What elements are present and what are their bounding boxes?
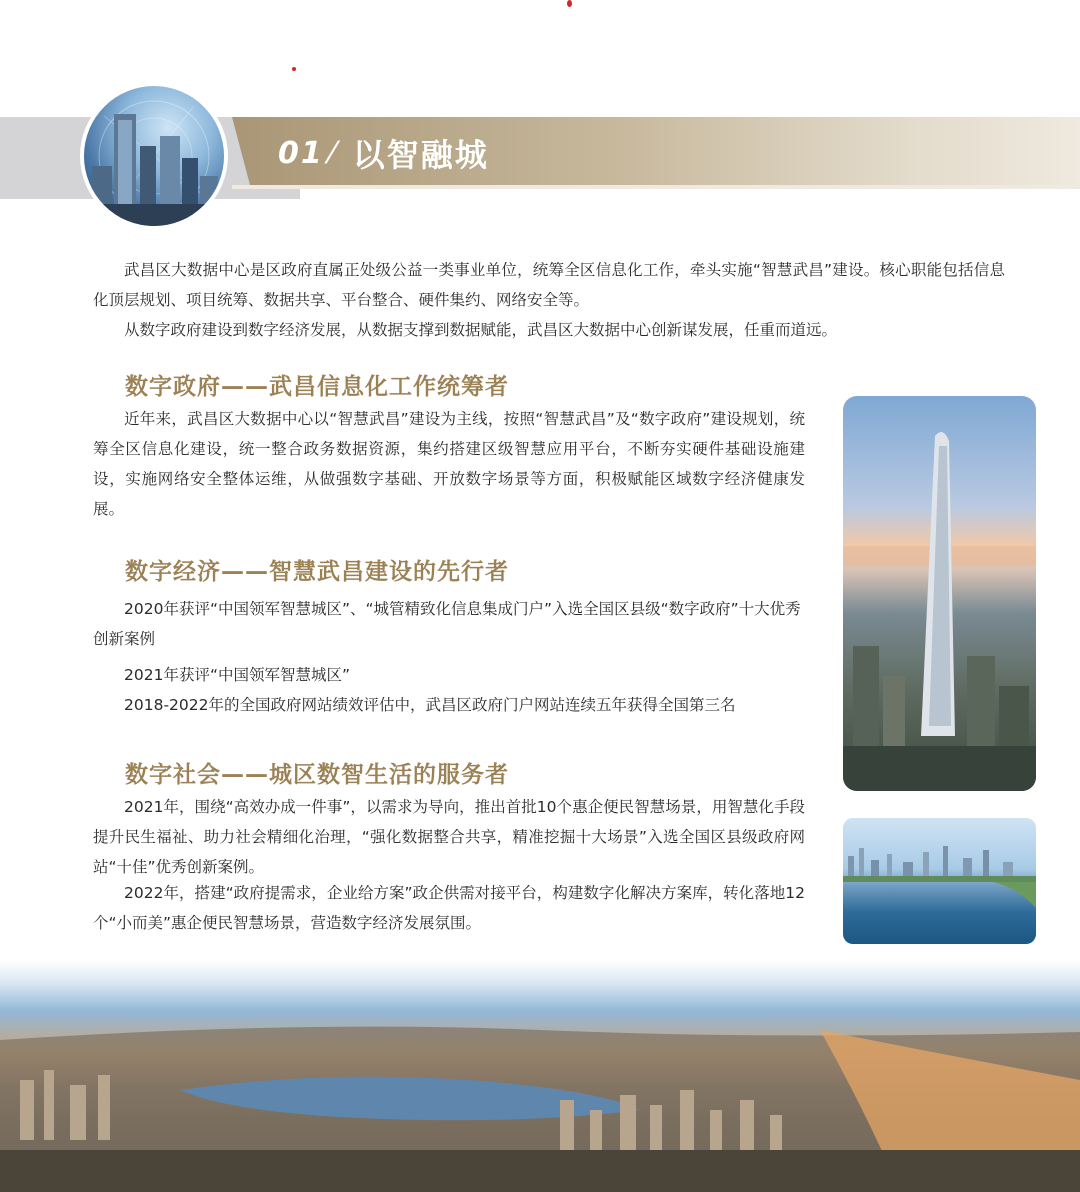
intro-paragraph: 从数字政府建设到数字经济发展，从数据支撑到数据赋能，武昌区大数据中心创新谋发展，任重而道远。 (124, 321, 838, 339)
banner-light-strip (232, 185, 1080, 189)
intro-paragraph: 武昌区大数据中心是区政府直属正处级公益一类事业单位，统筹全区信息化工作，牵头实施“智慧武昌”建设。核心职能包括信息化顶层规划、项目统筹、数据共享、平台整合、硬件集约、网络安全等。 (93, 261, 1005, 309)
decor-dot-small (292, 67, 296, 71)
achievement-item: 2021年获评“中国领军智慧城区” (124, 666, 351, 684)
heading-digital-society: 数字社会——城区数智生活的服务者 (125, 762, 509, 788)
title-slash: ⁄ (329, 135, 337, 171)
section-title (278, 128, 489, 178)
block-paragraph: 2021年，围绕“高效办成一件事”，以需求为导向，推出首批10个惠企便民智慧场景，用智慧化手段提升民生福祉、助力社会精细化治理，“强化数据整合共享，精准挖掘十大场景”入选全国区县级政府网站“十佳”优秀创新案例。 (93, 798, 805, 876)
block-paragraph: 2022年，搭建“政府提需求，企业给方案”政企供需对接平台，构建数字化解决方案库，转化落地12个“小而美”惠企便民智慧场景，营造数字经济发展氛围。 (93, 884, 805, 932)
city-panorama-photo (0, 960, 1080, 1192)
decor-dot-top (567, 0, 572, 7)
section-number: 01 (278, 135, 324, 171)
section-title-text: 以智融城 (352, 136, 489, 174)
achievement-item: 2018-2022年的全国政府网站绩效评估中，武昌区政府门户网站连续五年获得全国第三名 (124, 696, 736, 714)
achievement-item: 2020年获评“中国领军智慧城区”、“城管精致化信息集成门户”入选全国区县级“数字政府”十大优秀创新案例 (93, 600, 801, 648)
block-paragraph: 近年来，武昌区大数据中心以“智慧武昌”建设为主线，按照“智慧武昌”及“数字政府”建设规划，统筹全区信息化建设，统一整合政务数据资源，集约搭建区级智慧应用平台，不断夯实硬件基础设施建设，实施网络安全整体运维，从做强数字基础、开放数字场景等方面，积极赋能区域数字经济健康发展。 (93, 410, 805, 518)
lake-skyline-photo (843, 818, 1036, 944)
city-circle-photo (84, 86, 224, 226)
heading-digital-economy: 数字经济——智慧武昌建设的先行者 (125, 559, 509, 585)
skyscraper-photo (843, 396, 1036, 791)
heading-digital-government: 数字政府——武昌信息化工作统筹者 (125, 374, 509, 400)
